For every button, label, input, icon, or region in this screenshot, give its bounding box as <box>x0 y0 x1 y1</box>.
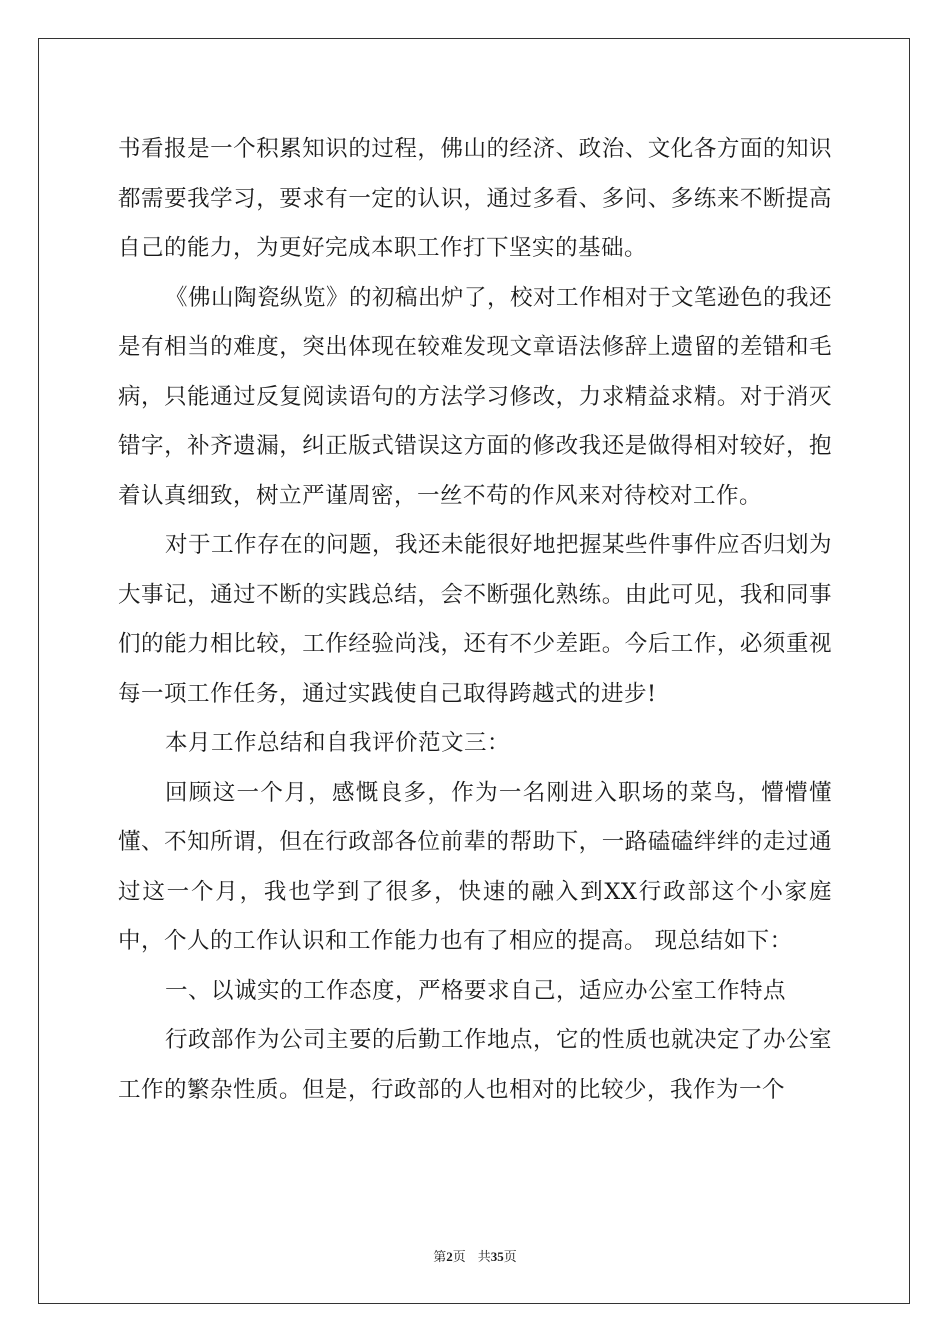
document-body <box>118 125 832 1115</box>
paragraph-1: 书看报是一个积累知识的过程，佛山的经济、政治、文化各方面的知识都需要我学习，要求有一定的认识，通过多看、多问、多练来不断提高自己的能力，为更好完成本职工作打下坚实的基础。 <box>118 136 832 261</box>
page-prefix: 第 <box>433 1250 447 1265</box>
paragraph-2: 《佛山陶瓷纵览》的初稿出炉了，校对工作相对于文笔逊色的我还是有相当的难度，突出体现在较难发现文章语法修辞上遗留的差错和毛病，只能通过反复阅读语句的方法学习修改，力求精益求精。对于消灭错字，补齐遗漏，纠正版式错误这方面的修改我还是做得相对较好，抱着认真细致，树立严谨周密，一丝不苟的作风来对待校对工作。 <box>118 284 833 509</box>
page-suffix: 页 <box>452 1250 466 1265</box>
total-suffix: 页 <box>503 1250 517 1265</box>
page-footer <box>0 1249 950 1266</box>
total-prefix: 共 <box>477 1250 491 1265</box>
paragraph-4: 回顾这一个月，感慨良多，作为一名刚进入职场的菜鸟，懵懵懂懂、不知所谓，但在行政部各位前辈的帮助下，一路磕磕绊绊的走过通过这一个月，我也学到了很多，快速的融入到XX行政部这个小家庭中，个人的工作认识和工作能力也有了相应的提高。 现总结如下： <box>118 779 832 954</box>
section-heading: 本月工作总结和自我评价范文三： <box>165 730 511 756</box>
paragraph-3: 对于工作存在的问题，我还未能很好地把握某些件事件应否归划为大事记，通过不断的实践总结，会不断强化熟练。由此可见，我和同事们的能力相比较，工作经验尚浅，还有不少差距。今后工作，必须重视每一项工作任务，通过实践使自己取得跨越式的进步! <box>118 532 833 707</box>
subsection-heading: 一、以诚实的工作态度，严格要求自己，适应办公室工作特点 <box>165 977 787 1004</box>
page-total: 35 <box>490 1249 504 1264</box>
page-current: 2 <box>446 1249 453 1264</box>
paragraph-5: 行政部作为公司主要的后勤工作地点，它的性质也就决定了办公室工作的繁杂性质。但是，行政部的人也相对的比较少，我作为一个 <box>118 1027 833 1103</box>
